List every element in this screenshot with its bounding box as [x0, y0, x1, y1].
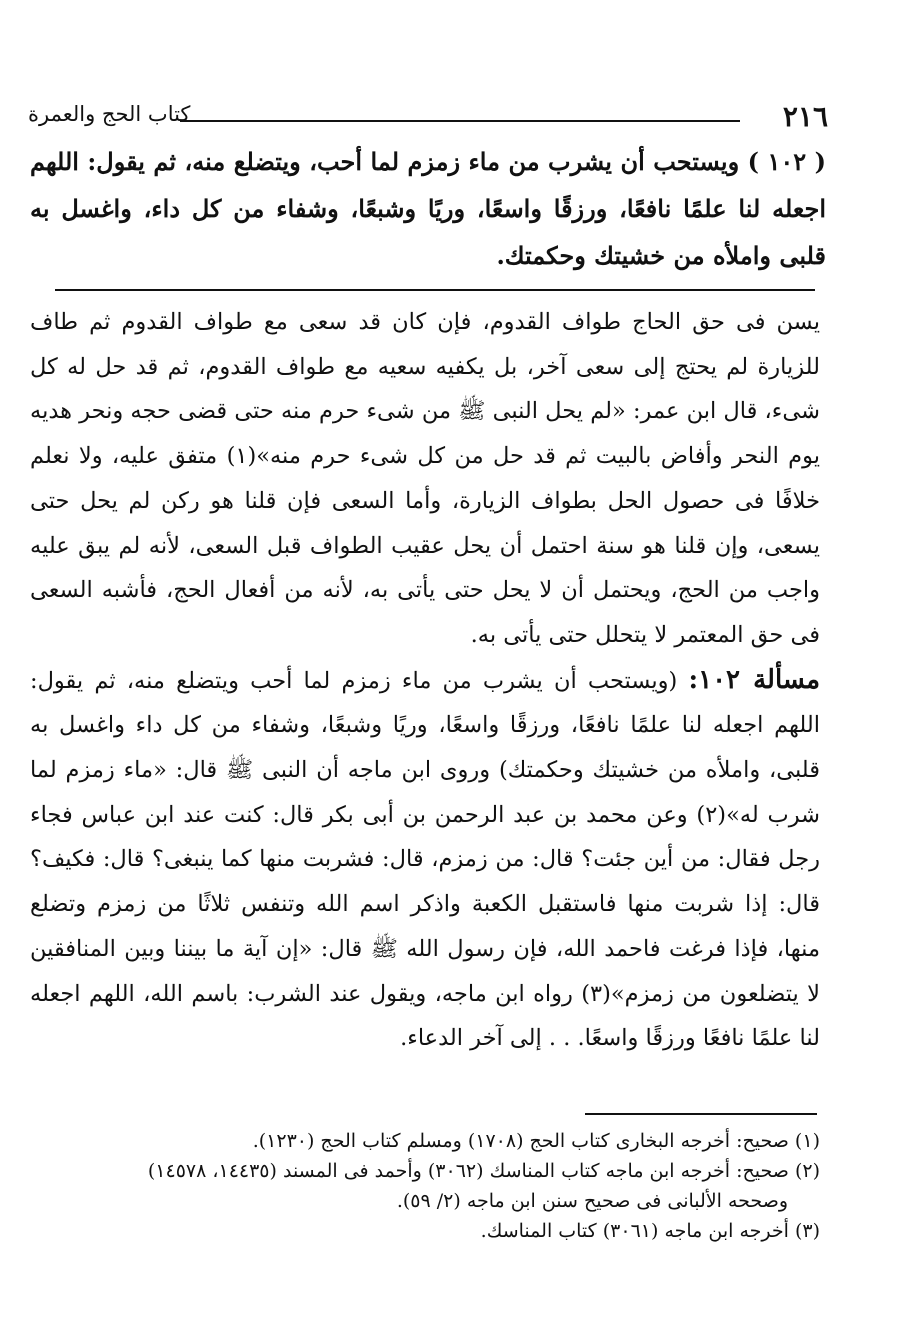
footnote-separator [585, 1113, 817, 1115]
running-title: كتاب الحج والعمرة [28, 102, 191, 126]
footnote-1: (١) صحيح: أخرجه البخارى كتاب الحج (١٧٠٨) ومسلم كتاب الحج (١٢٣٠). [252, 1130, 820, 1152]
page-number: ٢١٦ [782, 100, 828, 133]
paragraph-1: يسن فى حق الحاج طواف القدوم، فإن كان قد سعى مع طواف القدوم ثم طاف للزيارة لم يحتج إلى سعى آخر، بل يكفيه سعيه مع طواف القدوم، ثم قد حل له كل شىء، قال ابن عمر: «لم يحل النبى ﷺ من شىء حرم منه حتى قضى حجه ونحر هديه يوم النحر وأفاض بالبيت ثم قد حل من كل شىء حرم منه»(١) متفق عليه، ولا نعلم خلافًا فى حصول الحل بطواف الزيارة، وأما السعى فإن قلنا هو ركن لم يحل حتى يسعى، وإن قلنا هو سنة احتمل أن يحل عقيب الطواف قبل السعى، لأنه لم يبق عليه واجب من الحج، ويحتمل أن لا يحل حتى يأتى به، لأنه من أفعال الحج، فأشبه السعى فى حق المعتمر لا يتحلل حتى يأتى به. [30, 309, 820, 648]
matn-separator [55, 289, 815, 291]
paragraph-2 [30, 658, 820, 1061]
footnote-2: (٢) صحيح: أخرجه ابن ماجه كتاب المناسك (٣٠٦٢) وأحمد فى المسند (١٤٤٣٥، ١٤٥٧٨) [147, 1160, 820, 1182]
footnote-2-continued: وصححه الألبانى فى صحيح سنن ابن ماجه (٢/ ٥٩). [396, 1190, 788, 1212]
footnotes [20, 1126, 820, 1246]
matn-text: ( ١٠٢ ) ويستحب أن يشرب من ماء زمزم لما أحب، ويتضلع منه، ثم يقول: اللهم اجعله لنا علمًا نافعًا، ورزقًا واسعًا، وريًا وشبعًا، وشفاء من كل داء، واغسل به قلبى واملأه من خشيتك وحكمتك. [30, 147, 826, 270]
commentary-body [30, 300, 820, 1061]
header-rule [180, 120, 740, 122]
footnote-3: (٣) أخرجه ابن ماجه (٣٠٦١) كتاب المناسك. [480, 1220, 820, 1242]
page-header [28, 98, 828, 138]
paragraph-2-text: (ويستحب أن يشرب من ماء زمزم لما أحب ويتضلع منه، ثم يقول: اللهم اجعله لنا علمًا نافعًا، ورزقًا واسعًا، وريًا وشبعًا، وشفاء من كل داء واغسل به قلبى، واملأه من خشيتك وحكمتك) وروى ابن ماجه أن النبى ﷺ قال: «ماء زمزم لما شرب له»(٢) وعن محمد بن عبد الرحمن بن أبى بكر قال: كنت عند ابن عباس فجاء رجل فقال: من أين جئت؟ قال: من زمزم، قال: فشربت منها كما ينبغى؟ قال: فكيف؟ قال: إذا شربت منها فاستقبل الكعبة واذكر اسم الله وتنفس ثلاثًا من زمزم وتضلع منها، فإذا فرغت فاحمد الله، فإن رسول الله ﷺ قال: «إن آية ما بيننا وبين المنافقين لا يتضلعون من زمزم»(٣) رواه ابن ماجه، ويقول عند الشرب: باسم الله، اللهم اجعله لنا علمًا نافعًا ورزقًا واسعًا. . . إلى آخر الدعاء. [30, 667, 820, 1052]
masala-label: مسألة ١٠٢: [688, 664, 820, 695]
